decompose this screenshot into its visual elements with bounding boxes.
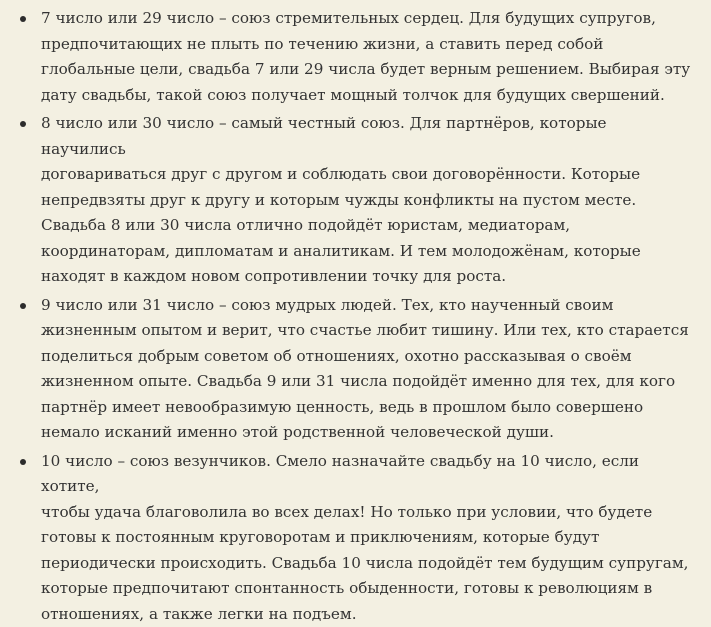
wedding-date-list <box>0 6 711 627</box>
text-line: периодически происходить. Свадьба 10 числа подойдёт тем будущим супругам, <box>41 554 689 572</box>
text-line: 10 число – союз везунчиков. Смело назначайте свадьбу на 10 число, если хотите, <box>41 452 639 496</box>
text-line: 8 число или 30 число – самый честный союз. Для партнёров, которые научились <box>41 114 607 158</box>
list-item-text <box>41 111 691 290</box>
bullet-dot-icon <box>20 303 26 309</box>
text-line: немало исканий именно этой родственной человеческой души. <box>41 423 554 441</box>
text-line: чтобы удача благоволила во всех делах! Но только при условии, что будете <box>41 503 652 521</box>
text-line: Свадьба 8 или 30 числа отлично подойдёт юристам, медиаторам, <box>41 216 570 234</box>
list-item-text <box>41 449 691 627</box>
text-line: жизненном опыте. Свадьба 9 или 31 числа подойдёт именно для тех, для кого <box>41 372 675 390</box>
text-line: жизненным опытом и верит, что счастье любит тишину. Или тех, кто старается <box>41 321 689 339</box>
text-line: находят в каждом новом сопротивлении точку для роста. <box>41 267 506 285</box>
list-item-10 <box>0 449 711 627</box>
text-line: дату свадьбы, такой союз получает мощный толчок для будущих свершений. <box>41 86 665 104</box>
text-line: отношениях, а также легки на подъем. <box>41 605 357 623</box>
bullet-dot-icon <box>20 16 26 22</box>
bullet-dot-icon <box>20 121 26 127</box>
text-line: партнёр имеет невообразимую ценность, ведь в прошлом было совершено <box>41 398 643 416</box>
bullet-dot-icon <box>20 459 26 465</box>
list-item-9-31 <box>0 293 711 446</box>
text-line: непредвзяты друг к другу и которым чужды конфликты на пустом месте. <box>41 191 636 209</box>
text-line: 7 число или 29 число – союз стремительных сердец. Для будущих супругов, <box>41 9 656 27</box>
list-item-7-29 <box>0 6 711 108</box>
text-line: глобальные цели, свадьба 7 или 29 числа будет верным решением. Выбирая эту <box>41 60 690 78</box>
text-line: координаторам, дипломатам и аналитикам. И тем молодожёнам, которые <box>41 242 641 260</box>
text-line: которые предпочитают спонтанность обыденности, готовы к революциям в <box>41 579 652 597</box>
list-item-8-30 <box>0 111 711 290</box>
list-item-text <box>41 6 691 108</box>
list-item-text <box>41 293 691 446</box>
text-line: готовы к постоянным круговоротам и приключениям, которые будут <box>41 528 599 546</box>
text-line: договариваться друг с другом и соблюдать свои договорённости. Которые <box>41 165 640 183</box>
text-line: предпочитающих не плыть по течению жизни, а ставить перед собой <box>41 35 603 53</box>
text-line: 9 число или 31 число – союз мудрых людей. Тех, кто наученный своим <box>41 296 613 314</box>
text-line: поделиться добрым советом об отношениях, охотно рассказывая о своём <box>41 347 632 365</box>
